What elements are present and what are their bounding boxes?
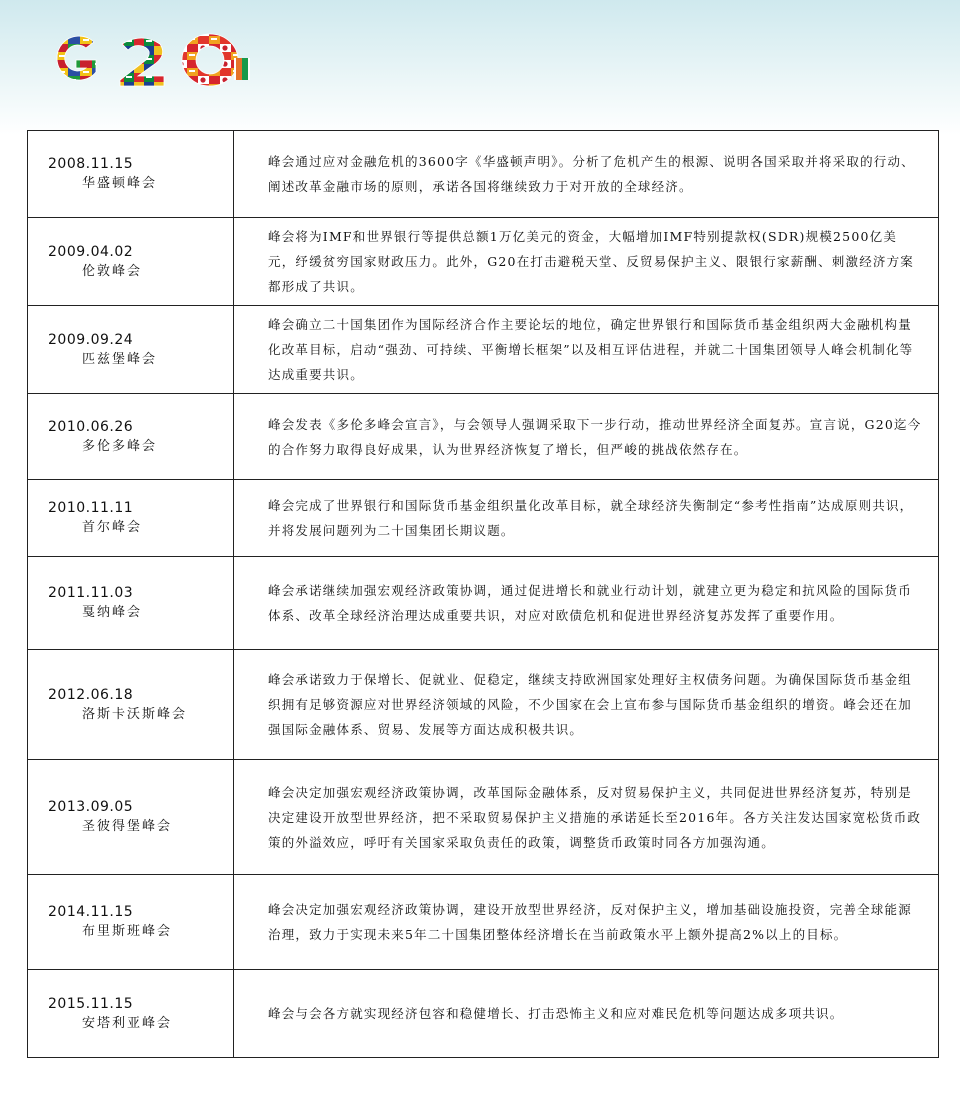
summit-description: [234, 306, 939, 394]
summit-name: 伦敦峰会: [82, 263, 143, 279]
summit-date: 2011.11.03: [48, 585, 134, 601]
summit-description: [234, 480, 939, 557]
summit-name: 多伦多峰会: [82, 438, 158, 454]
summit-text: 峰会将为IMF和世界银行等提供总额1万亿美元的资金，大幅增加IMF特别提款权(SDR)规模2500亿美元，纾缓贫穷国家财政压力。此外，G20在打击避税天堂、反贸易保护主义、限银行家薪酬、刺激经济方案都形成了共识。: [268, 229, 914, 294]
summit-description: [234, 650, 939, 760]
summit-date: 2008.11.15: [48, 156, 134, 172]
summit-date: 2014.11.15: [48, 904, 134, 920]
summit-description: [234, 131, 939, 218]
summit-name: 圣彼得堡峰会: [82, 819, 173, 834]
table-row: [28, 394, 939, 480]
summit-meta: [28, 131, 234, 218]
summit-meta: [28, 557, 234, 650]
summit-name: 华盛顿峰会: [82, 176, 158, 191]
summit-text: 峰会与会各方就实现经济包容和稳健增长、打击恐怖主义和应对难民危机等问题达成多项共识。: [268, 1006, 844, 1021]
summit-meta: [28, 480, 234, 557]
summit-date: 2009.04.02: [48, 243, 134, 260]
summit-name: 匹兹堡峰会: [82, 351, 158, 367]
summit-date: 2013.09.05: [48, 799, 134, 815]
summit-meta: [28, 875, 234, 970]
summit-text: 峰会决定加强宏观经济政策协调，建设开放型世界经济，反对保护主义，增加基础设施投资，完善全球能源治理，致力于实现未来5年二十国集团整体经济增长在当前政策水平上额外提高2%以上的目标。: [268, 902, 912, 942]
summit-name: 安塔利亚峰会: [82, 1015, 173, 1031]
table-row: [28, 131, 939, 218]
summit-name: 戛纳峰会: [82, 605, 143, 620]
summit-date: 2010.11.11: [48, 500, 134, 516]
table-row: [28, 875, 939, 970]
summit-text: 峰会通过应对金融危机的3600字《华盛顿声明》。分析了危机产生的根源、说明各国采取并将采取的行动、阐述改革金融市场的原则，承诺各国将继续致力于对开放的全球经济。: [268, 154, 915, 194]
summit-meta: [28, 306, 234, 394]
summit-meta: [28, 650, 234, 760]
summit-table: [27, 130, 939, 1058]
summit-name: 洛斯卡沃斯峰会: [82, 706, 188, 722]
table-row: [28, 557, 939, 650]
summit-description: [234, 970, 939, 1058]
summit-date: 2012.06.18: [48, 686, 134, 703]
table-row: [28, 480, 939, 557]
summit-meta: [28, 760, 234, 875]
summit-date: 2009.09.24: [48, 331, 134, 348]
table-row: [28, 650, 939, 760]
summit-meta: [28, 970, 234, 1058]
summit-description: [234, 557, 939, 650]
summit-description: [234, 875, 939, 970]
summit-description: [234, 394, 939, 480]
summit-name: 布里斯班峰会: [82, 924, 173, 939]
table-row: [28, 218, 939, 306]
summit-text: 峰会承诺继续加强宏观经济政策协调，通过促进增长和就业行动计划，就建立更为稳定和抗风险的国际货币体系、改革全球经济治理达成重要共识，对应对欧债危机和促进世界经济复苏发挥了重要作用。: [268, 583, 912, 623]
summit-text: 峰会完成了世界银行和国际货币基金组织量化改革目标，就全球经济失衡制定“参考性指南”达成原则共识，并将发展问题列为二十国集团长期议题。: [268, 498, 914, 538]
summit-description: [234, 760, 939, 875]
summit-date: 2015.11.15: [48, 995, 134, 1012]
summit-text: 峰会决定加强宏观经济政策协调，改革国际金融体系，反对贸易保护主义，共同促进世界经济复苏，特别是决定建设开放型世界经济，把不采取贸易保护主义措施的承诺延长至2016年。各方关注发达国家宽松货币政策的外溢效应，呼吁有关国家采取负责任的政策，调整货币政策时同各方加强沟通。: [268, 784, 922, 850]
table-row: [28, 760, 939, 875]
summit-text: 峰会承诺致力于保增长、促就业、促稳定，继续支持欧洲国家处理好主权债务问题。为确保国际货币基金组织拥有足够资源应对世界经济领域的风险，不少国家在会上宣布参与国际货币基金组织的增资。峰会还在加强国际金融体系、贸易、发展等方面达成积极共识。: [268, 672, 912, 737]
summit-text: 峰会确立二十国集团作为国际经济合作主要论坛的地位，确定世界银行和国际货币基金组织两大金融机构量化改革目标，启动“强劲、可持续、平衡增长框架”以及相互评估进程，并就二十国集团领导人峰会机制化等达成重要共识。: [268, 317, 914, 382]
summit-meta: [28, 394, 234, 480]
summit-description: [234, 218, 939, 306]
table-row: [28, 970, 939, 1058]
summit-date: 2010.06.26: [48, 418, 134, 435]
g20-logo: [44, 28, 254, 88]
table-row: [28, 306, 939, 394]
summit-text: 峰会发表《多伦多峰会宣言》，与会领导人强调采取下一步行动，推动世界经济全面复苏。宣言说，G20迄今的合作努力取得良好成果，认为世界经济恢复了增长，但严峻的挑战依然存在。: [268, 416, 922, 457]
summit-meta: [28, 218, 234, 306]
summit-name: 首尔峰会: [82, 520, 143, 535]
